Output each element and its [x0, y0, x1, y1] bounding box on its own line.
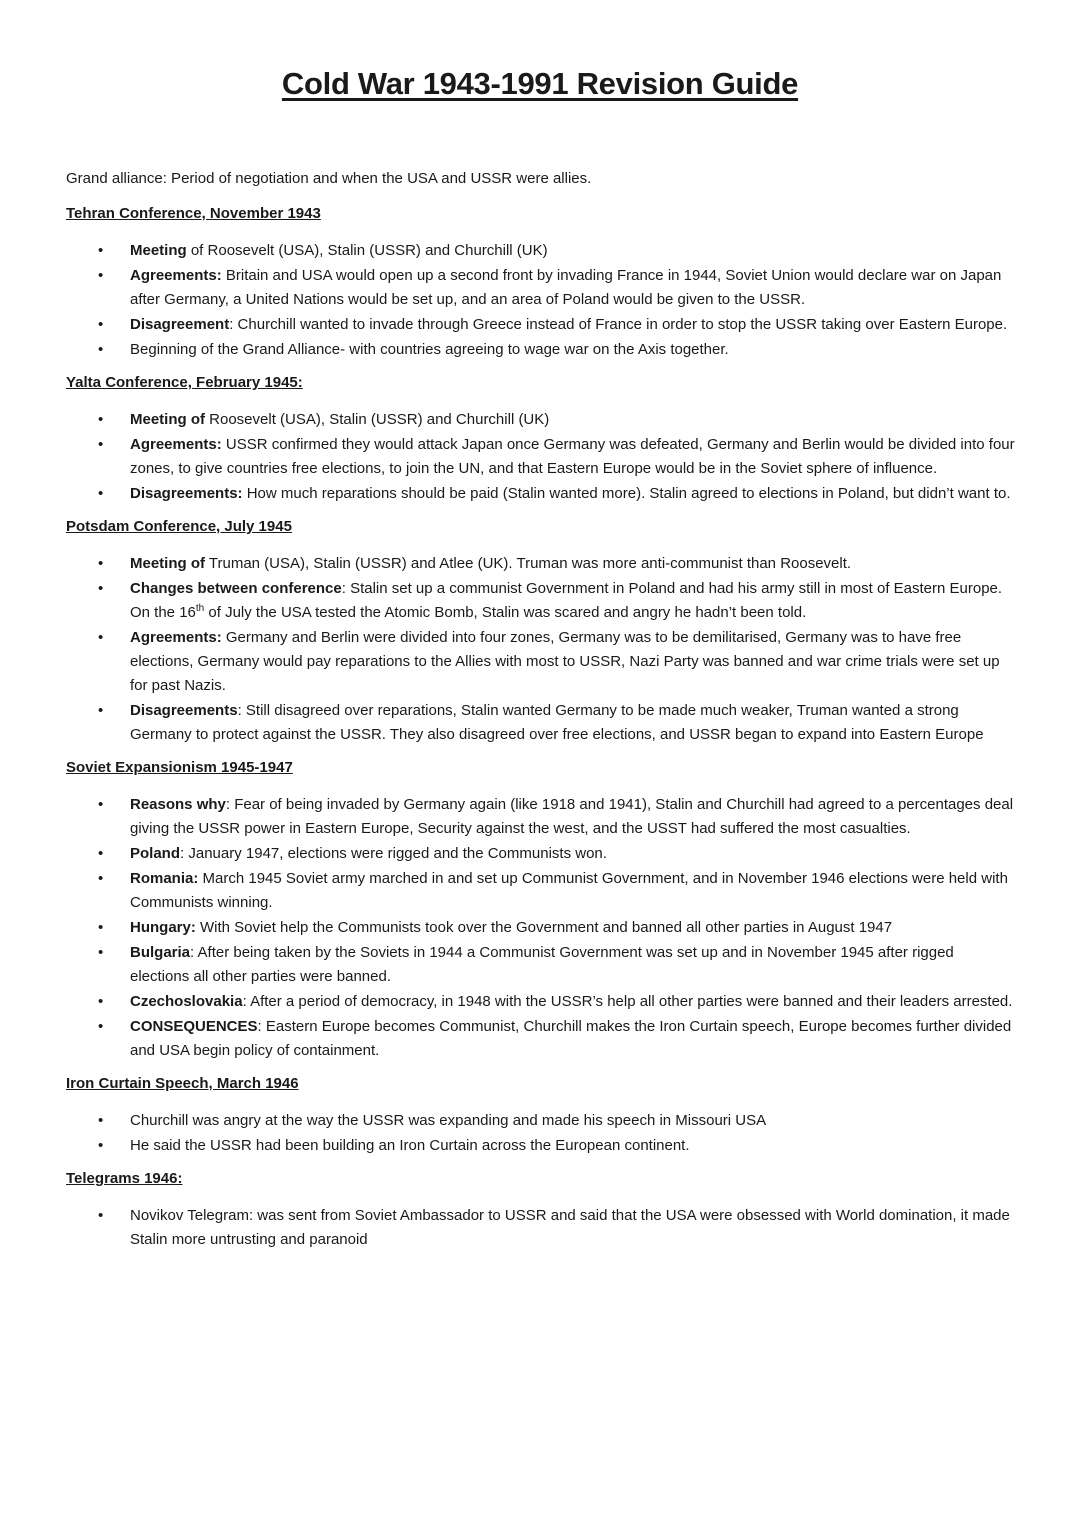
bullet-icon: • [98, 702, 104, 719]
section-heading: Yalta Conference, February 1945: [66, 374, 303, 391]
item-text: : Fear of being invaded by Germany again (like 1918 and 1941), Stalin and Churchill had agreed to a percentages deal giving the USSR power in Eastern Europe, Security against the west, and the USST had suffered the most casualties. [130, 796, 1014, 837]
bullet-icon: • [98, 944, 104, 961]
item-label: Romania: [130, 870, 199, 887]
bullet-icon: • [98, 341, 104, 358]
list-item [66, 941, 1016, 989]
item-label: Meeting of [130, 411, 205, 428]
document-content [66, 168, 1016, 1262]
item-text-continued: of July the USA tested the Atomic Bomb, Stalin was scared and angry he hadn’t been told. [204, 604, 807, 621]
bullet-list [66, 1109, 1016, 1158]
list-item [66, 699, 1016, 747]
bullet-icon: • [98, 1112, 104, 1129]
item-label: Agreements: [130, 267, 222, 284]
list-item [66, 264, 1016, 312]
item-text: Novikov Telegram: was sent from Soviet Ambassador to USSR and said that the USA were obsessed with World domination, it made Stalin more untrusting and paranoid [130, 1207, 1010, 1248]
bullet-icon: • [98, 629, 104, 646]
item-text: Britain and USA would open up a second front by invading France in 1944, Soviet Union would declare war on Japan after Germany, a United Nations would be set up, and an area of Poland would be given to the USSR. [130, 267, 1002, 308]
item-text: With Soviet help the Communists took over the Government and banned all other parties in August 1947 [195, 919, 893, 936]
item-label: CONSEQUENCES [130, 1018, 258, 1035]
bullet-list [66, 1204, 1016, 1252]
bullet-icon: • [98, 1137, 104, 1154]
item-text: Germany and Berlin were divided into four zones, Germany was to be demilitarised, Germany was to have free elections, Germany would pay reparations to the Allies with most to USSR, Nazi Party was banned and war crime trials were set up for past Nazis. [130, 629, 1000, 694]
item-label: Disagreements [130, 702, 238, 719]
bullet-icon: • [98, 316, 104, 333]
item-label: Meeting of [130, 555, 205, 572]
item-text: Roosevelt (USA), Stalin (USSR) and Churchill (UK) [205, 411, 550, 428]
list-item [66, 313, 1016, 337]
document-title: Cold War 1943-1991 Revision Guide [281, 66, 799, 101]
item-text: He said the USSR had been building an Iron Curtain across the European continent. [130, 1137, 690, 1154]
item-label: Bulgaria [130, 944, 191, 961]
item-text: March 1945 Soviet army marched in and set up Communist Government, and in November 1946 elections were held with Communists winning. [130, 870, 1008, 911]
list-item [66, 482, 1016, 506]
bullet-icon: • [98, 993, 104, 1010]
item-label: Czechoslovakia [130, 993, 243, 1010]
list-item [66, 433, 1016, 481]
intro-paragraph: Grand alliance: Period of negotiation and when the USA and USSR were allies. [66, 170, 592, 187]
item-text: USSR confirmed they would attack Japan once Germany was defeated, Germany and Berlin would be divided into four zones, to give countries free elections, to join the UN, and that Eastern Europe would be in the Soviet sphere of influence. [130, 436, 1015, 477]
item-label: Reasons why [130, 796, 226, 813]
section [66, 1073, 1016, 1158]
section-heading: Telegrams 1946: [66, 1170, 183, 1187]
item-text: : Stalin set up a communist Government in Poland and had his army still in most of Eastern Europe. On the 16 [130, 580, 1003, 621]
bullet-list [66, 552, 1016, 747]
section [66, 1168, 1016, 1252]
item-text: : Churchill wanted to invade through Greece instead of France in order to stop the USSR taking over Eastern Europe. [229, 316, 1008, 333]
sections-container [66, 203, 1016, 1252]
bullet-icon: • [98, 796, 104, 813]
bullet-list [66, 408, 1016, 506]
list-item [66, 239, 1016, 263]
item-text: : January 1947, elections were rigged and the Communists won. [180, 845, 607, 862]
section-heading: Tehran Conference, November 1943 [66, 205, 321, 222]
bullet-icon: • [98, 1018, 104, 1035]
section-heading: Iron Curtain Speech, March 1946 [66, 1075, 299, 1092]
bullet-icon: • [98, 436, 104, 453]
item-text: : After being taken by the Soviets in 1944 a Communist Government was set up and in November 1945 after rigged elections all other parties were banned. [130, 944, 954, 985]
list-item [66, 408, 1016, 432]
item-text: How much reparations should be paid (Stalin wanted more). Stalin agreed to elections in Poland, but didn’t want to. [242, 485, 1011, 502]
list-item [66, 916, 1016, 940]
bullet-icon: • [98, 845, 104, 862]
item-label: Disagreement [130, 316, 230, 333]
list-item [66, 1204, 1016, 1252]
item-text: Churchill was angry at the way the USSR was expanding and made his speech in Missouri USA [130, 1112, 767, 1129]
item-text: Beginning of the Grand Alliance- with countries agreeing to wage war on the Axis together. [130, 341, 729, 358]
bullet-icon: • [98, 580, 104, 597]
item-text: of Roosevelt (USA), Stalin (USSR) and Churchill (UK) [186, 242, 548, 259]
list-item [66, 1015, 1016, 1063]
bullet-icon: • [98, 411, 104, 428]
list-item [66, 842, 1016, 866]
bullet-icon: • [98, 242, 104, 259]
list-item [66, 793, 1016, 841]
list-item [66, 867, 1016, 915]
item-label: Poland [130, 845, 181, 862]
item-label: Changes between conference [130, 580, 342, 597]
list-item [66, 577, 1016, 625]
bullet-icon: • [98, 1207, 104, 1224]
list-item [66, 1109, 1016, 1133]
list-item [66, 1134, 1016, 1158]
section [66, 372, 1016, 506]
item-label: Meeting [130, 242, 187, 259]
item-label: Agreements: [130, 629, 222, 646]
section-heading: Potsdam Conference, July 1945 [66, 518, 292, 535]
bullet-icon: • [98, 919, 104, 936]
bullet-list [66, 239, 1016, 362]
item-text: : Still disagreed over reparations, Stalin wanted Germany to be made much weaker, Truman wanted a strong Germany to protect against the USSR. They also disagreed over free elections, and USSR began to expand into Eastern Europe [130, 702, 984, 743]
bullet-icon: • [98, 870, 104, 887]
list-item [66, 338, 1016, 362]
item-text: : Eastern Europe becomes Communist, Churchill makes the Iron Curtain speech, Europe becomes further divided and USA begin policy of containment. [130, 1018, 1012, 1059]
item-superscript: th [195, 603, 205, 614]
item-label: Disagreements: [130, 485, 243, 502]
bullet-list [66, 793, 1016, 1063]
item-text: : After a period of democracy, in 1948 with the USSR’s help all other parties were banned and their leaders arrested. [242, 993, 1013, 1010]
section [66, 516, 1016, 747]
list-item [66, 990, 1016, 1014]
bullet-icon: • [98, 485, 104, 502]
item-text: Truman (USA), Stalin (USSR) and Atlee (UK). Truman was more anti-communist than Roosevelt. [205, 555, 852, 572]
item-label: Hungary: [130, 919, 196, 936]
item-label: Agreements: [130, 436, 222, 453]
section-heading: Soviet Expansionism 1945-1947 [66, 759, 293, 776]
bullet-icon: • [98, 267, 104, 284]
bullet-icon: • [98, 555, 104, 572]
list-item [66, 626, 1016, 698]
list-item [66, 552, 1016, 576]
section [66, 203, 1016, 362]
section [66, 757, 1016, 1063]
